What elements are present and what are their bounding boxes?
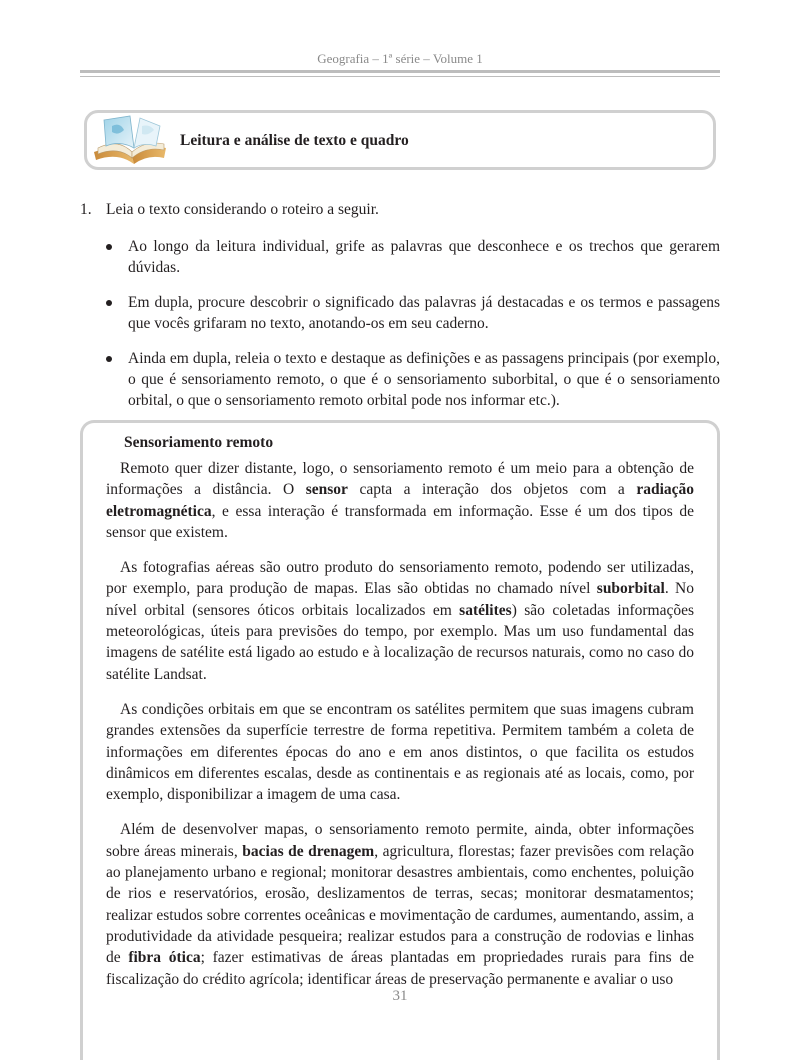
bold-term-bacias: bacias de drenagem xyxy=(242,842,375,860)
bold-term-satelites: satélites xyxy=(459,601,512,619)
question-intro-text: Leia o texto considerando o roteiro a seguir. xyxy=(106,201,379,218)
paragraph-4 xyxy=(106,819,694,989)
section-title: Leitura e análise de texto e quadro xyxy=(180,132,409,149)
text-run: Além de desenvolver mapas, o sensoriamento remoto permite, ainda, obter informações sobre áreas minerais, xyxy=(106,821,694,860)
bold-term-sensor: sensor xyxy=(305,481,348,499)
roteiro-list xyxy=(106,236,720,425)
open-book-icon xyxy=(90,112,170,170)
paragraph-3: As condições orbitais em que se encontram os satélites permitem que suas imagens cubram grandes extensões da superfície terrestre de forma repetitiva. Permitem também a coleta de informações em diferentes épocas do ano e em anos distintos, o que facilita os estudos dinâmicos em diferentes escalas, desde as continentais e as regionais até as locais, como, por exemplo, disponibilizar a imagem de uma casa. xyxy=(106,700,694,804)
header-rule-thin xyxy=(80,76,720,77)
question-intro xyxy=(80,201,379,219)
bold-term-suborbital: suborbital xyxy=(596,580,665,598)
reading-text-title: Sensoriamento remoto xyxy=(124,434,274,451)
list-item: Em dupla, procure descobrir o significado das palavras já destacadas e os termos e passagens que vocês grifaram no texto, anotando-os em seu caderno. xyxy=(106,292,720,334)
text-run: ; fazer estimativas de áreas plantadas em propriedades rurais para fins de fiscalização do crédito agrícola; identificar áreas de preservação permanente e avaliar o uso xyxy=(106,949,694,988)
text-run: . No nível orbital (sensores óticos orbitais localizados em xyxy=(106,580,694,619)
question-number: 1. xyxy=(80,201,92,218)
list-item: Ao longo da leitura individual, grife as palavras que desconhece e os trechos que gerarem dúvidas. xyxy=(106,236,720,278)
text-run: capta a interação dos objetos com a xyxy=(347,481,637,499)
text-run: , agricultura, florestas; fazer previsões com relação ao planejamento urbano e regional; monitorar desastres ambientais, como enchentes, poluição de rios e reservatórios, erosão, deslizamentos de terras, secas; monitorar desmatamentos; realizar estudos sobre correntes oceânicas e movimentação de cardumes, aumentando, assim, a produtividade da atividade pesqueira; realizar estudos para a construção de rodovias e linhas de xyxy=(106,842,695,967)
bold-term-fibra: fibra ótica xyxy=(128,949,201,967)
text-run: ) são coletadas informações meteorológicas, úteis para previsões do tempo, por exemplo. Mas um uso fundamental das imagens de satélite está ligado ao estudo e à localização de recursos naturais, como no caso do satélite Landsat. xyxy=(106,601,695,683)
text-run: , e essa interação é transformada em informação. Esse é um dos tipos de sensor que existem. xyxy=(106,502,694,541)
paragraph-2 xyxy=(106,557,694,685)
header-rule-thick xyxy=(80,70,720,73)
paragraph-1 xyxy=(106,458,694,543)
page-number: 31 xyxy=(392,988,408,1004)
running-header: Geografia – 1ª série – Volume 1 xyxy=(317,51,483,66)
text-run: Remoto quer dizer distante, logo, o sensoriamento remoto é um meio para a obtenção de informações a distância. O xyxy=(106,460,694,499)
bold-term-radiacao: radiação eletromagnética xyxy=(106,481,694,520)
text-run: As fotografias aéreas são outro produto do sensoriamento remoto, podendo ser utilizadas, por exemplo, para produção de mapas. Elas são obtidas no chamado nível xyxy=(106,559,694,598)
list-item: Ainda em dupla, releia o texto e destaque as definições e as passagens principais (por exemplo, o que é sensoriamento remoto, o que é o sensoriamento suborbital, o que é o sensoriamento orbital, o que o sensoriamento remoto orbital pode nos informar etc.). xyxy=(106,348,720,411)
